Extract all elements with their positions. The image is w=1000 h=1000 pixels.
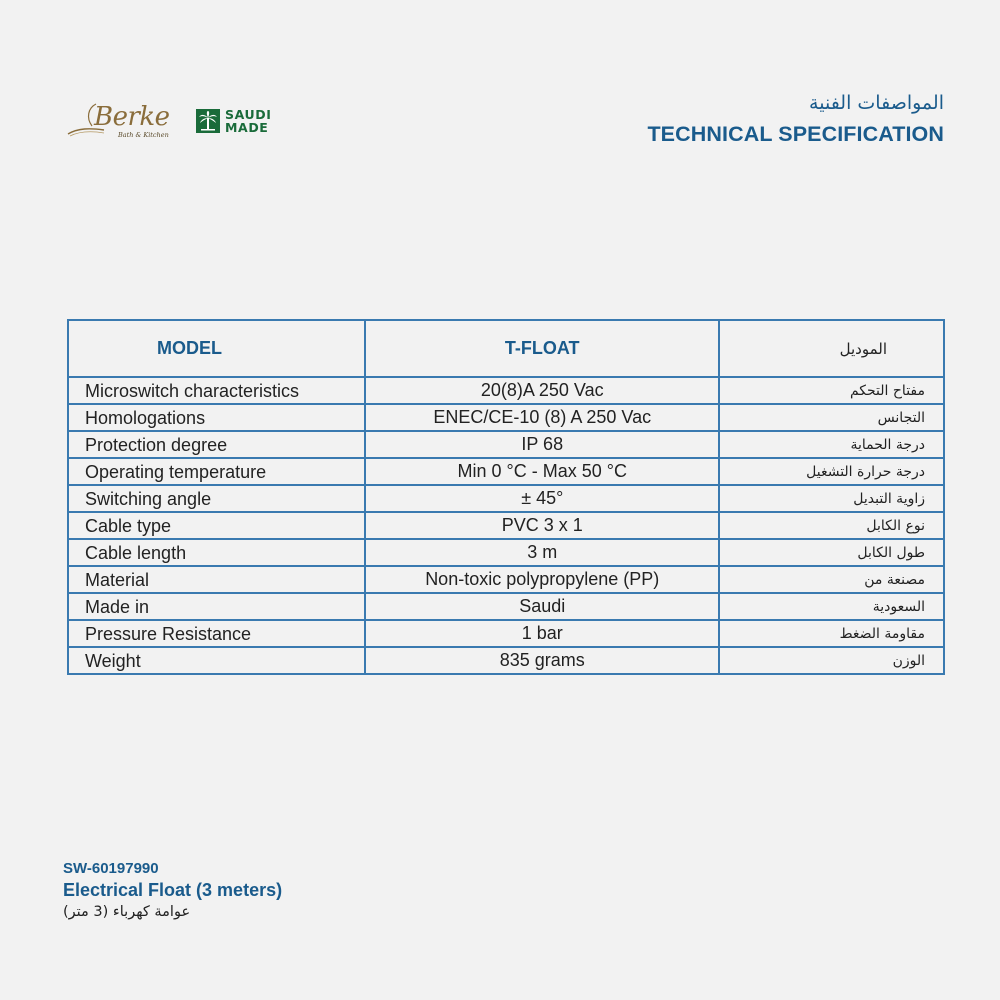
table-row <box>68 377 944 404</box>
table-row <box>68 647 944 674</box>
table-row <box>68 431 944 458</box>
row-label: Cable type <box>68 512 365 539</box>
row-label-arabic: زاوية التبديل <box>719 485 944 512</box>
row-label-arabic: مفتاح التحكم <box>719 377 944 404</box>
row-label: Weight <box>68 647 365 674</box>
saudi-made-wordmark <box>225 108 271 134</box>
row-label: Made in <box>68 593 365 620</box>
product-name-arabic: عوامة كهرباء (3 متر) <box>63 904 191 920</box>
header-model-arabic: الموديل <box>719 320 944 377</box>
row-label: Material <box>68 566 365 593</box>
row-label-arabic: مصنعة من <box>719 566 944 593</box>
row-value: IP 68 <box>365 431 719 458</box>
row-label: Pressure Resistance <box>68 620 365 647</box>
row-label-arabic: السعودية <box>719 593 944 620</box>
berke-tagline: Bath & Kitchen <box>118 131 169 139</box>
row-value: Non-toxic polypropylene (PP) <box>365 566 719 593</box>
table-row <box>68 512 944 539</box>
table-row <box>68 485 944 512</box>
saudi-made-line2: MADE <box>225 120 269 135</box>
row-value: ± 45° <box>365 485 719 512</box>
spec-table <box>67 319 945 675</box>
berke-wordmark: Berke <box>94 102 170 132</box>
table-row <box>68 539 944 566</box>
table-row <box>68 458 944 485</box>
row-label: Microswitch characteristics <box>68 377 365 404</box>
saudi-made-logo <box>196 106 271 136</box>
row-label-arabic: درجة حرارة التشغيل <box>719 458 944 485</box>
product-code: SW-60197990 <box>63 860 159 877</box>
row-label-arabic: درجة الحماية <box>719 431 944 458</box>
row-value: 835 grams <box>365 647 719 674</box>
header-model-value: T-FLOAT <box>365 320 719 377</box>
table-row <box>68 404 944 431</box>
table-row <box>68 620 944 647</box>
row-value: 1 bar <box>365 620 719 647</box>
saudi-made-line1: SAUDI <box>225 107 272 122</box>
row-value: ENEC/CE-10 (8) A 250 Vac <box>365 404 719 431</box>
row-label-arabic: طول الكابل <box>719 539 944 566</box>
row-label-arabic: الوزن <box>719 647 944 674</box>
row-label-arabic: مقاومة الضغط <box>719 620 944 647</box>
row-value: Min 0 °C - Max 50 °C <box>365 458 719 485</box>
header-model-label: MODEL <box>68 320 365 377</box>
row-label-arabic: نوع الكابل <box>719 512 944 539</box>
row-value: 20(8)A 250 Vac <box>365 377 719 404</box>
berke-logo <box>66 100 176 142</box>
table-header-row <box>68 320 944 377</box>
table-row <box>68 566 944 593</box>
table-row <box>68 593 944 620</box>
row-value: 3 m <box>365 539 719 566</box>
row-value: Saudi <box>365 593 719 620</box>
row-label-arabic: التجانس <box>719 404 944 431</box>
row-label: Operating temperature <box>68 458 365 485</box>
row-label: Cable length <box>68 539 365 566</box>
row-label: Switching angle <box>68 485 365 512</box>
spec-heading-arabic: المواصفات الفنية <box>809 92 944 114</box>
row-label: Protection degree <box>68 431 365 458</box>
row-value: PVC 3 x 1 <box>365 512 719 539</box>
row-label: Homologations <box>68 404 365 431</box>
product-name: Electrical Float (3 meters) <box>63 880 283 900</box>
palm-tree-icon <box>196 109 220 133</box>
spec-heading-english: TECHNICAL SPECIFICATION <box>647 122 944 146</box>
